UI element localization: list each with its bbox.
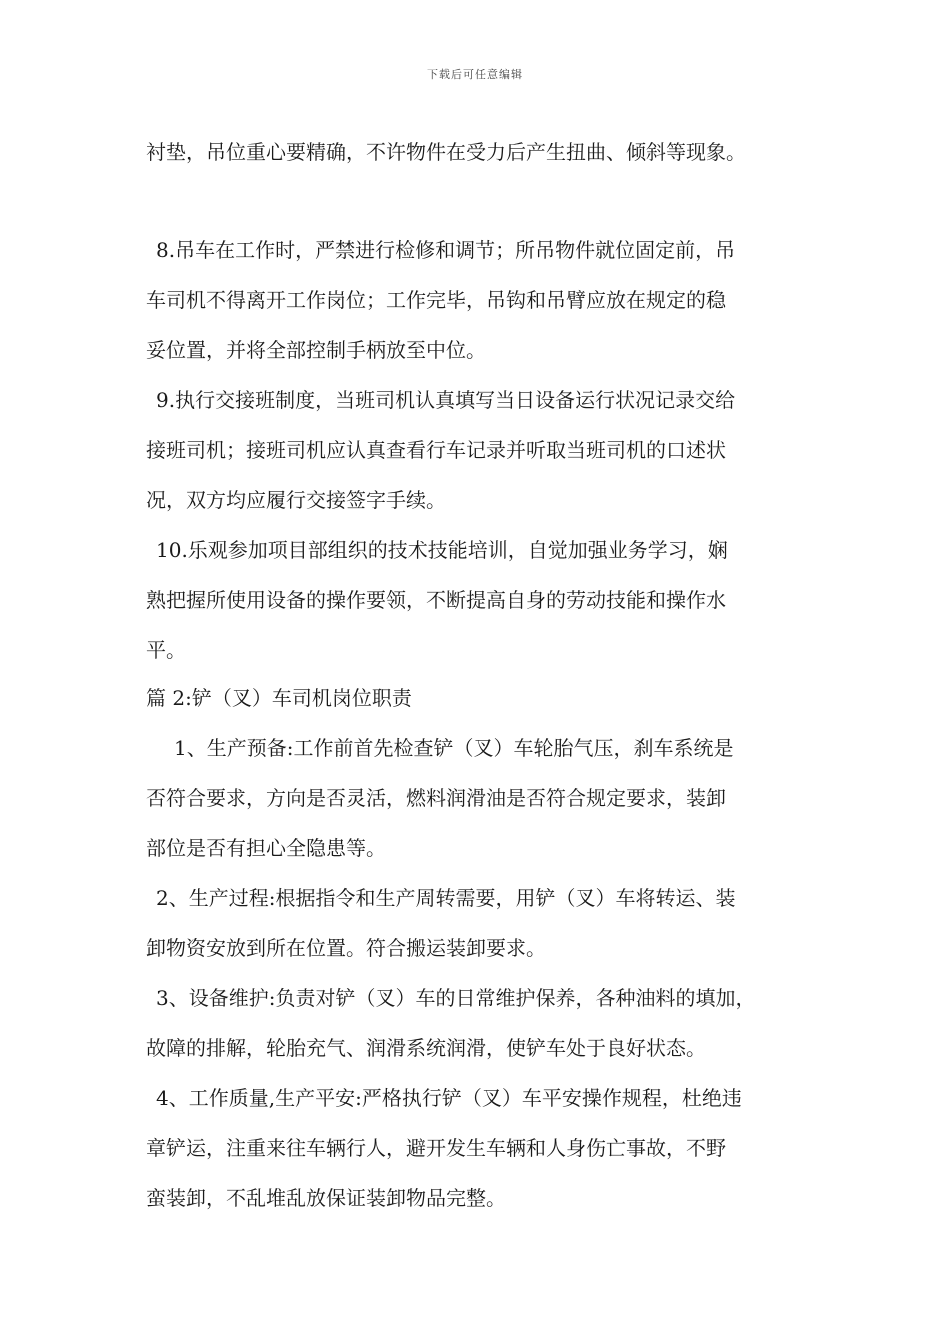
section-heading: 篇 2:铲（叉）车司机岗位职责 (146, 686, 412, 710)
item-8-line-2: 车司机不得离开工作岗位；工作完毕，吊钩和吊臂应放在规定的稳 (146, 288, 726, 312)
duty-3-line-1: 3、设备维护:负责对铲（叉）车的日常维护保养，各种油料的填加， (156, 986, 756, 1010)
duty-1-line-1: 1、生产预备:工作前首先检查铲（叉）车轮胎气压，刹车系统是 (174, 736, 734, 760)
item-9-line-2: 接班司机；接班司机应认真查看行车记录并听取当班司机的口述状 (146, 438, 726, 462)
item-10-line-3: 平。 (146, 638, 186, 662)
paragraph-1-line-1: 衬垫，吊位重心要精确，不许物件在受力后产生扭曲、倾斜等现象。 (146, 140, 746, 164)
duty-4-line-2: 章铲运，注重来往车辆行人，避开发生车辆和人身伤亡事故，不野 (146, 1136, 726, 1160)
duty-1-line-2: 否符合要求，方向是否灵活，燃料润滑油是否符合规定要求，装卸 (146, 786, 726, 810)
duty-2-line-1: 2、生产过程:根据指令和生产周转需要，用铲（叉）车将转运、装 (156, 886, 736, 910)
duty-4-line-3: 蛮装卸，不乱堆乱放保证装卸物品完整。 (146, 1186, 506, 1210)
page-header: 下载后可任意编辑 (427, 68, 523, 81)
duty-3-line-2: 故障的排解，轮胎充气、润滑系统润滑，使铲车处于良好状态。 (146, 1036, 706, 1060)
item-8-line-3: 妥位置，并将全部控制手柄放至中位。 (146, 338, 486, 362)
item-8-line-1: 8.吊车在工作时，严禁进行检修和调节；所吊物件就位固定前，吊 (156, 238, 736, 262)
duty-2-line-2: 卸物资安放到所在位置。符合搬运装卸要求。 (146, 936, 546, 960)
item-10-line-2: 熟把握所使用设备的操作要领，不断提高自身的劳动技能和操作水 (146, 588, 726, 612)
item-10-line-1: 10.乐观参加项目部组织的技术技能培训，自觉加强业务学习，娴 (156, 538, 728, 562)
duty-1-line-3: 部位是否有担心全隐患等。 (146, 836, 386, 860)
duty-4-line-1: 4、工作质量,生产平安:严格执行铲（叉）车平安操作规程，杜绝违 (156, 1086, 742, 1110)
item-9-line-1: 9.执行交接班制度，当班司机认真填写当日设备运行状况记录交给 (156, 388, 736, 412)
item-9-line-3: 况，双方均应履行交接签字手续。 (146, 488, 446, 512)
